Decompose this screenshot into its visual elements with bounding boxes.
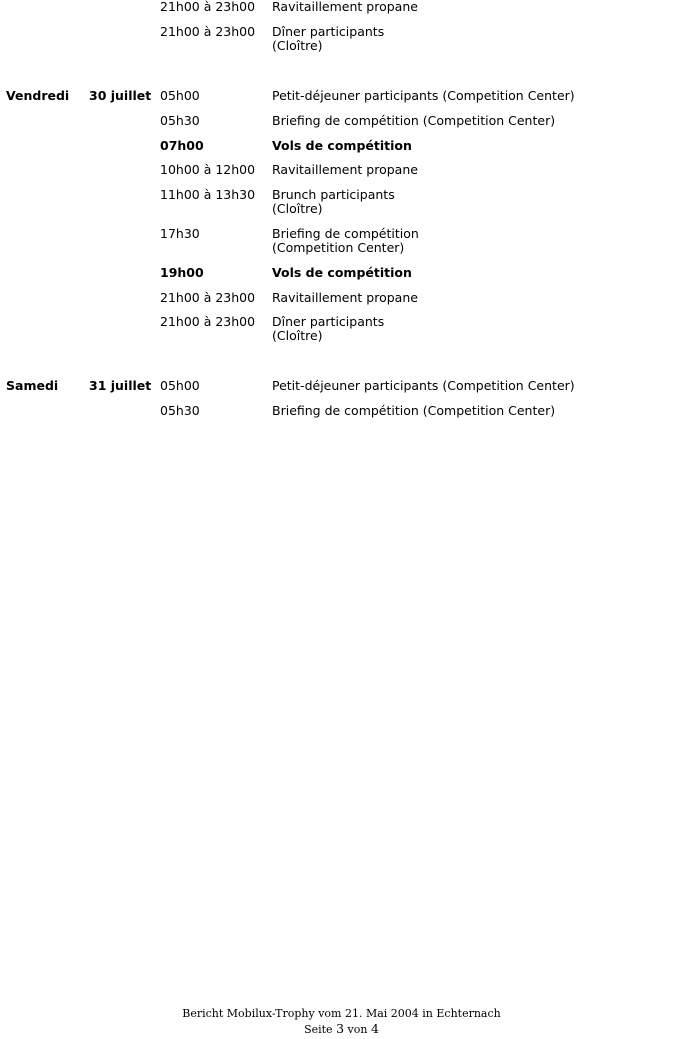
day-label: Samedi <box>6 378 59 393</box>
schedule-activity: Vols de compétition <box>272 138 412 153</box>
date-label: 31 juillet <box>89 378 152 393</box>
schedule-activity: Briefing de compétition (Competition Center) <box>272 403 556 418</box>
schedule-time: 17h30 <box>160 226 200 241</box>
activity-line: (Competition Center) <box>272 240 405 255</box>
schedule-activity: Ravitaillement propane <box>272 162 418 177</box>
schedule-time: 21h00 à 23h00 <box>160 314 256 329</box>
activity-line: Briefing de compétition <box>272 226 419 241</box>
schedule-activity: Vols de compétition <box>272 265 412 280</box>
schedule-time: 10h00 à 12h00 <box>160 162 256 177</box>
page-current: 3 <box>336 1021 345 1036</box>
page-number <box>0 1021 683 1037</box>
report-title: Bericht Mobilux-Trophy vom 21. Mai 2004 in Echternach <box>182 1007 501 1020</box>
activity-line: Brunch participants <box>272 187 395 202</box>
page-total: 4 <box>370 1021 379 1036</box>
schedule-time: 07h00 <box>160 138 204 153</box>
schedule-time: 21h00 à 23h00 <box>160 24 256 39</box>
schedule-activity <box>272 188 395 216</box>
schedule-time: 05h00 <box>160 88 200 103</box>
activity-line: Dîner participants <box>272 314 385 329</box>
schedule-activity <box>272 227 419 255</box>
schedule-time: 05h00 <box>160 378 200 393</box>
page-prefix: Seite <box>304 1023 333 1036</box>
schedule-time: 21h00 à 23h00 <box>160 0 256 14</box>
activity-line: (Cloître) <box>272 328 323 343</box>
day-label: Vendredi <box>6 88 70 103</box>
schedule-activity: Petit-déjeuner participants (Competition Center) <box>272 378 575 393</box>
schedule-time: 05h30 <box>160 403 200 418</box>
schedule-activity <box>272 25 384 53</box>
schedule-activity: Briefing de compétition (Competition Center) <box>272 113 556 128</box>
page-footer <box>0 1006 683 1037</box>
schedule-activity: Ravitaillement propane <box>272 290 418 305</box>
schedule-time: 05h30 <box>160 113 200 128</box>
activity-line: (Cloître) <box>272 201 323 216</box>
schedule-activity: Petit-déjeuner participants (Competition Center) <box>272 88 575 103</box>
schedule-time: 11h00 à 13h30 <box>160 187 256 202</box>
page-sep: von <box>347 1023 368 1036</box>
schedule-activity <box>272 315 384 343</box>
activity-line: Dîner participants <box>272 24 385 39</box>
schedule-time: 21h00 à 23h00 <box>160 290 256 305</box>
schedule-time: 19h00 <box>160 265 204 280</box>
activity-line: (Cloître) <box>272 38 323 53</box>
date-label: 30 juillet <box>89 88 152 103</box>
schedule-activity: Ravitaillement propane <box>272 0 418 14</box>
